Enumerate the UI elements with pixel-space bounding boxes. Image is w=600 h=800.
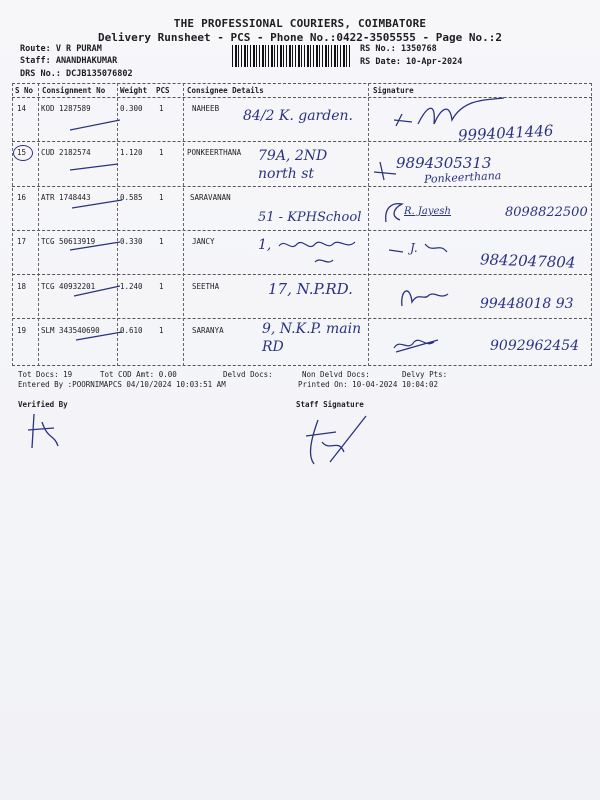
entered-by: Entered By :POORNIMAPCS 04/10/2024 10:03:51 AM xyxy=(18,380,226,389)
row-phone-handwritten: 8098822500 xyxy=(505,205,588,220)
row-consignee: JANCY xyxy=(192,237,215,246)
signature-scribble xyxy=(390,96,510,136)
row-sno: 19 xyxy=(17,326,27,335)
runsheet-subtitle: Delivery Runsheet - PCS - Phone No.:0422-3505555 - Page No.:2 xyxy=(98,31,502,44)
delivery-points: Delvy Pts: xyxy=(402,370,448,379)
rs-date: RS Date: 10-Apr-2024 xyxy=(360,57,463,67)
row-sno: 16 xyxy=(17,193,27,202)
row-weight: 0.585 xyxy=(120,193,143,202)
row-pcs: 1 xyxy=(159,193,164,202)
row-consignee: PONKEERTHANA xyxy=(187,148,242,157)
col-header-weight: Weight xyxy=(120,86,148,95)
row-weight: 0.300 xyxy=(120,104,143,113)
table-bottom-rule xyxy=(12,365,592,366)
row-consignment: SLM 343540690 xyxy=(41,326,100,335)
row-phone-handwritten: 9994041446 xyxy=(457,121,554,145)
row-phone-handwritten: 9092962454 xyxy=(490,338,580,354)
drs-number: DRS No.: DCJB135076802 xyxy=(20,69,133,79)
tick-marks xyxy=(60,100,140,360)
row-weight: 0.330 xyxy=(120,237,143,246)
total-docs: Tot Docs: 19 xyxy=(18,370,73,379)
col-rule xyxy=(183,83,184,366)
signature-scribble xyxy=(372,158,402,184)
row-consignee: SARANYA xyxy=(192,326,224,335)
row-signature-name: Ponkeerthana xyxy=(423,168,502,187)
row-phone-handwritten: 9842047804 xyxy=(479,250,576,272)
row-sno: 18 xyxy=(17,282,27,291)
barcode xyxy=(232,45,352,67)
row-consignment: ATR 1748443 xyxy=(41,193,91,202)
row-pcs: 1 xyxy=(159,148,164,157)
row-pcs: 1 xyxy=(159,104,164,113)
table-top-rule xyxy=(12,83,592,84)
row-sno: 14 xyxy=(17,104,27,113)
signature-scribble xyxy=(385,240,465,260)
delivered-docs: Delvd Docs: xyxy=(223,370,273,379)
row-sno: 15 xyxy=(17,148,27,157)
verified-by-label: Verified By xyxy=(18,400,68,409)
company-title: THE PROFESSIONAL COURIERS, COIMBATORE xyxy=(173,17,427,30)
row-consignment: TCG 50613919 xyxy=(41,237,96,246)
row-consignee: NAHEEB xyxy=(192,104,220,113)
col-header-sno: S No xyxy=(15,86,34,95)
route-label: Route: V R PURAM xyxy=(20,44,102,54)
row-weight: 1.120 xyxy=(120,148,143,157)
col-header-signature: Signature xyxy=(373,86,414,95)
row-address-handwritten: 79A, 2ND north st xyxy=(258,148,328,182)
regional-script-scribble xyxy=(275,234,370,272)
row-phone-handwritten: 9894305313 xyxy=(396,154,492,172)
row-sno: 17 xyxy=(17,237,27,246)
row-address-handwritten: 1, xyxy=(258,237,272,253)
row-pcs: 1 xyxy=(159,326,164,335)
row-address-handwritten: 84/2 K. garden. xyxy=(243,108,353,124)
signature-scribble xyxy=(380,198,410,226)
row-consignment: CUD 2182574 xyxy=(41,148,91,157)
row-address-handwritten: 51 - KPHSchool xyxy=(258,210,362,225)
row-weight: 0.610 xyxy=(120,326,143,335)
col-rule xyxy=(12,83,13,366)
signature-scribble xyxy=(390,332,445,356)
row-consignee: SARAVANAN xyxy=(190,193,231,202)
row-signature-name: R. Jayesh xyxy=(404,206,451,217)
row-phone-handwritten: 99448018 93 xyxy=(480,296,574,312)
col-header-pcs: PCS xyxy=(156,86,170,95)
printed-on: Printed On: 10-04-2024 10:04:02 xyxy=(298,380,438,389)
staff-signature xyxy=(300,412,372,470)
verifier-signature xyxy=(24,410,64,454)
staff-label: Staff: ANANDHAKUMAR xyxy=(20,56,118,66)
col-rule xyxy=(38,83,39,366)
row-pcs: 1 xyxy=(159,282,164,291)
row-consignee: SEETHA xyxy=(192,282,220,291)
row-address-handwritten: 9, N.K.P. main RD xyxy=(262,321,362,355)
row-consignment: KOD 1287589 xyxy=(41,104,91,113)
col-header-consignment: Consignment No xyxy=(42,86,106,95)
total-cod: Tot COD Amt: 0.00 xyxy=(100,370,177,379)
row-weight: 1.240 xyxy=(120,282,143,291)
row-address-handwritten: 17, N.P.RD. xyxy=(268,280,353,298)
row-consignment: TCG 40932201 xyxy=(41,282,96,291)
row-pcs: 1 xyxy=(159,237,164,246)
col-header-consignee: Consignee Details xyxy=(187,86,264,95)
row-signature-name: J. xyxy=(410,241,418,255)
signature-scribble xyxy=(396,282,456,310)
col-rule xyxy=(591,83,592,366)
non-delivered-docs: Non Delvd Docs: xyxy=(302,370,370,379)
staff-signature-label: Staff Signature xyxy=(296,400,364,409)
rs-number: RS No.: 1350768 xyxy=(360,44,437,54)
